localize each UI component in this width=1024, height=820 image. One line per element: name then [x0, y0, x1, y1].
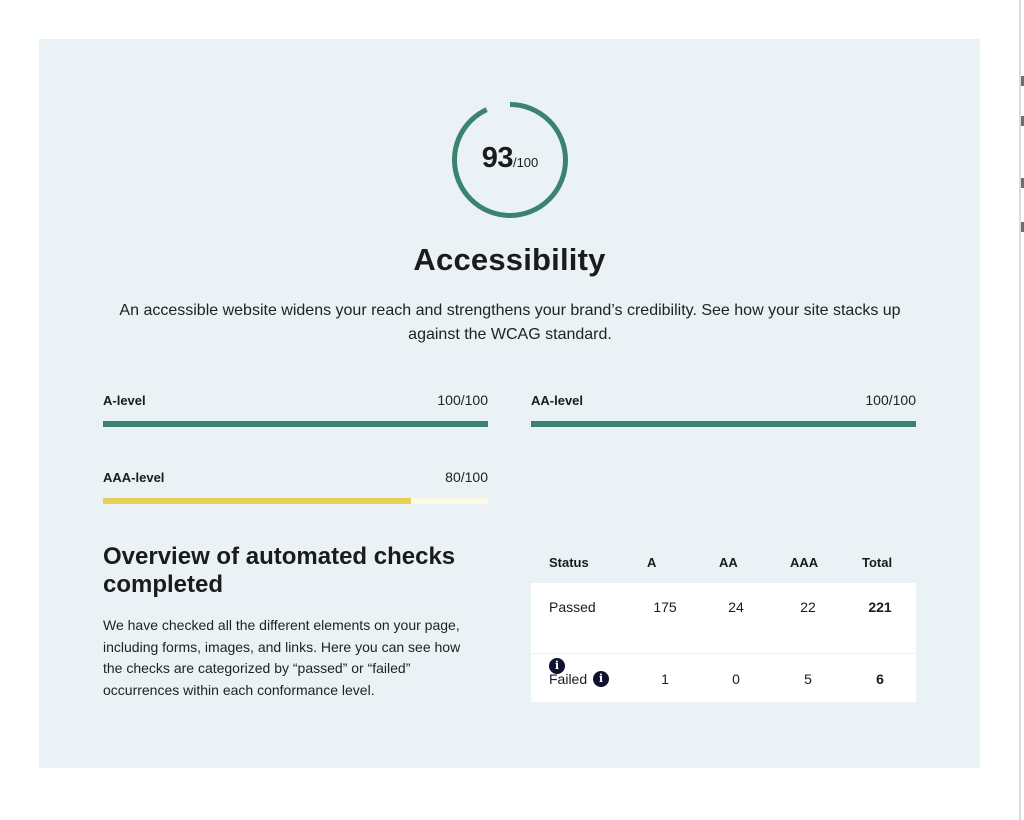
cell-total: 6: [876, 671, 884, 687]
score-gauge: [450, 100, 570, 220]
score-max: /100: [512, 155, 539, 170]
column-header-aa: AA: [719, 555, 738, 570]
status-label: Passed: [549, 599, 596, 615]
level-score: 100/100: [865, 392, 916, 408]
overview-title: Overview of automated checks completed: [103, 543, 456, 598]
checks-table: [531, 548, 916, 702]
table-row-passed: [531, 583, 916, 672]
score-value: 93: [481, 142, 513, 174]
cell-aa: 24: [728, 599, 744, 615]
level-aaa: [103, 469, 488, 504]
info-icon[interactable]: i: [549, 658, 565, 674]
level-progress-fill: [103, 498, 411, 504]
column-header-total: Total: [862, 555, 893, 570]
level-progress-fill: [103, 421, 488, 427]
column-header-a: A: [647, 555, 657, 570]
cell-aaa: 22: [800, 599, 816, 615]
level-name: AA-level: [531, 393, 584, 408]
cell-a: 175: [653, 599, 677, 615]
level-a: [103, 392, 488, 427]
column-header-status: Status: [549, 555, 589, 570]
checks-body: [531, 583, 916, 702]
level-progress-fill: [531, 421, 916, 427]
cell-total: 221: [868, 599, 892, 615]
level-aa: [531, 392, 916, 427]
cell-a: 1: [661, 671, 669, 687]
info-icon[interactable]: i: [593, 671, 609, 687]
level-progress-track: [103, 421, 488, 427]
cell-aa: 0: [732, 671, 740, 687]
page-title: Accessibility: [413, 242, 606, 277]
level-name: A-level: [103, 393, 146, 408]
level-progress-track: [531, 421, 916, 427]
cell-aaa: 5: [804, 671, 812, 687]
checks-header-row: [531, 548, 916, 583]
score-readout: [450, 142, 570, 175]
overview-text: We have checked all the different elements on your page, including forms, images, and links. Here you can see how the checks are categorized by “passed” or “failed” occurrences within each conformance level.: [103, 617, 461, 698]
level-score: 100/100: [437, 392, 488, 408]
level-progress-track: [103, 498, 488, 504]
level-name: AAA-level: [103, 470, 165, 485]
level-score: 80/100: [445, 469, 488, 485]
column-header-aaa: AAA: [790, 555, 819, 570]
table-row-failed: [531, 654, 916, 702]
status-label: Failed: [549, 671, 588, 687]
intro-text: An accessible website widens your reach and strengthens your brand’s credibility. See how your site stacks up against the WCAG standard.: [119, 302, 901, 343]
